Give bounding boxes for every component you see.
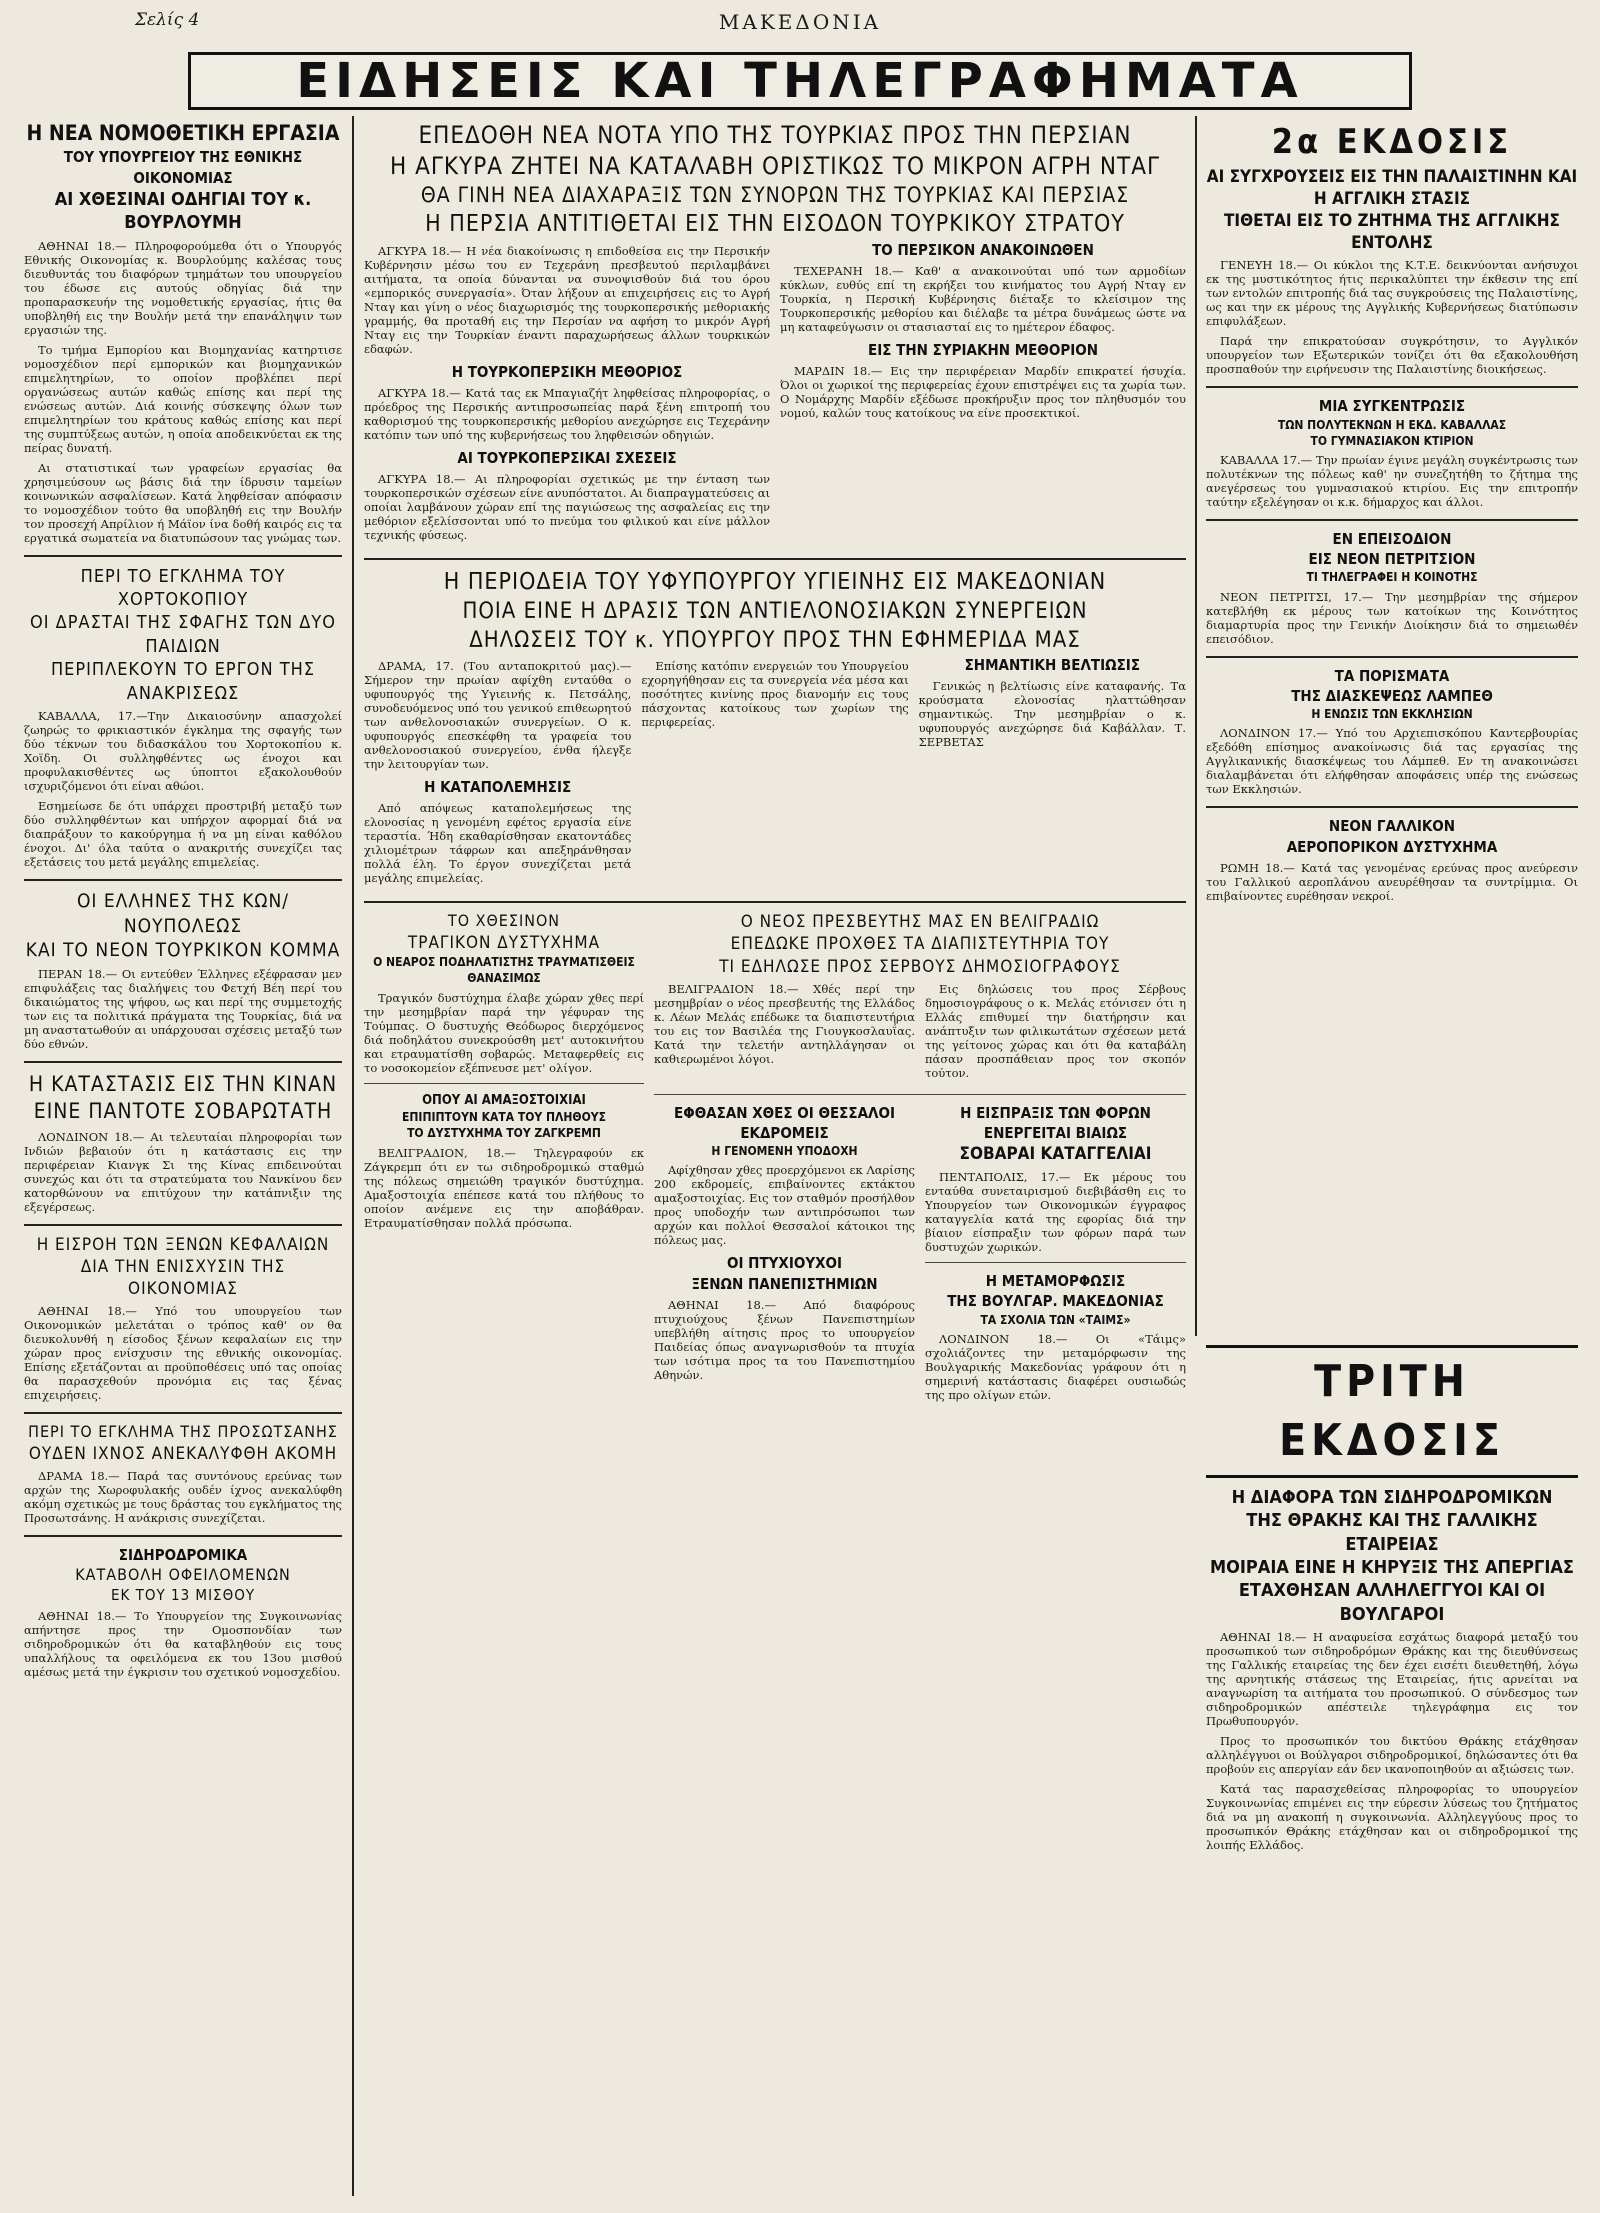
subheadline: ΚΑΤΑΒΟΛΗ ΟΦΕΙΛΟΜΕΝΩΝ bbox=[75, 1565, 291, 1584]
subheadline: ΕΠΕΔΩΚΕ ΠΡΟΧΘΕΣ ΤΑ ΔΙΑΠΙΣΤΕΥΤΗΡΙΑ ΤΟΥ bbox=[730, 934, 1110, 955]
subheadline: ΕΚ ΤΟΥ 13 ΜΙΣΘΟΥ bbox=[110, 1585, 256, 1604]
headline: ΜΙΑ ΣΥΓΚΕΝΤΡΩΣΙΣ bbox=[1318, 397, 1466, 416]
divider bbox=[24, 555, 342, 557]
column-rule-1 bbox=[352, 116, 354, 2196]
article-text: Εις δηλώσεις του προς Σέρβους δημοσιογράφους ο κ. Μελάς ετόνισεν ότι η Ελλάς επιθυμεί την διατήρησιν και ανάπτυξιν των φιλικωτάτων σχέσεων μετά της γείτονος χώρας και ότι θα καταβάλη πάσαν προσπάθειαν προς τον σκοπόν τούτον. bbox=[925, 981, 1186, 1080]
subheadline: ΤΑ ΣΧΟΛΙΑ ΤΩΝ «ΤΑΙΜΣ» bbox=[980, 1312, 1131, 1327]
divider bbox=[364, 1083, 644, 1084]
divider bbox=[1206, 386, 1578, 388]
article-text: Εσημείωσε δε ότι υπάρχει προστριβή μεταξύ των δύο συλληφθέντων και υπήρχον αφορμαί διά να διαπράξουν το κακούργημα ή να μη είναι καθόλου ένοχοι. Δι' όλα ταύτα ο ανακριτής συνεχίζει τας εξετάσεις του μετά μεγάλης επιμελείας. bbox=[24, 798, 342, 869]
subheadline: Η ΑΓΚΥΡΑ ΖΗΤΕΙ ΝΑ ΚΑΤΑΛΑΒΗ ΟΡΙΣΤΙΚΩΣ ΤΟ ΜΙΚΡΟΝ ΑΓΡΗ ΝΤΑΓ bbox=[390, 152, 1160, 181]
article-text: ΠΕΝΤΑΠΟΛΙΣ, 17.— Εκ μέρους του ενταύθα συνεταιρισμού διεβιβάσθη εις το Υπουργείον των Οικονομικών έγγραφος καταγγελία κατά της εφορίας διά την βίαιον είσπραξιν των φόρων παρά των δυστυχών χωρικών. bbox=[925, 1170, 1186, 1255]
section-heading: Η ΚΑΤΑΠΟΛΕΜΗΣΙΣ bbox=[424, 778, 572, 797]
headline: Η ΔΙΑΦΟΡΑ ΤΩΝ ΣΙΔΗΡΟΔΡΟΜΙΚΩΝ bbox=[1231, 1486, 1553, 1508]
subheadline: ΤΙΘΕΤΑΙ ΕΙΣ ΤΟ ΖΗΤΗΜΑ ΤΗΣ ΑΓΓΛΙΚΗΣ ΕΝΤΟΛΗΣ bbox=[1224, 211, 1560, 254]
page-number: Σελίς 4 bbox=[135, 10, 200, 30]
subheadline: ΕΝΕΡΓΕΙΤΑΙ ΒΙΑΙΩΣ bbox=[983, 1123, 1128, 1142]
article-text: ΔΡΑΜΑ, 17. (Του ανταποκριτού μας).— Σήμερον την πρωίαν αφίχθη ενταύθα ο υφυπουργός της Υγιεινής κ. Πετσάλης, συνοδευόμενος υπό του γενικού επιθεωρητού των ανθελονοσιακών συνεργείων. Ο κ. υφυπουργός επεσκέφθη τα γραφεία του ανθελονοσιακού συνεργείου, ένθα ήλεγξε την λειτουργίαν των. bbox=[364, 659, 632, 772]
article-text: Παρά την επικρατούσαν συγκρότησιν, το Αγγλικόν υπουργείον των Εξωτερικών τονίζει ότι θα εξακολουθήση προσπαθούν την ειρήνευσιν της Παλαιστίνης διοικήσεως. bbox=[1206, 334, 1578, 377]
article-text: ΑΘΗΝΑΙ 18.— Το Υπουργείον της Συγκοινωνίας απήντησε προς την Ομοσπονδίαν των σιδηροδρομικών ότι θα καταβληθούν εις τους υπαλλήλους τα οφειλόμενα εκ του 13ου μισθού αμέσως μετά την έγκρισιν του σχετικού νομοσχεδίου. bbox=[24, 1609, 342, 1680]
article-text: Κατά τας παρασχεθείσας πληροφορίας το υπουργείον Συγκοινωνίας επιμένει εις την εύρεσιν λύσεως του ζητήματος διά να μη ανακοπή η συγκοινωνία. Αλληλεγγύους προς το προσωπικόν Θράκης ετάχθησαν και οι σιδηροδρομικοί της λοιπής Ελλάδος. bbox=[1206, 1782, 1578, 1853]
article-text: Το τμήμα Εμπορίου και Βιομηχανίας κατηρτισε νομοσχέδιον περί εμπορικών και βιομηχανικών επιμελητηρίων, το οποίον προβλέπει περί οργανώσεως αυτών καθώς επίσης και περί της ενώσεως αυτών. Διά κοινής σύσκεψης όλων των επιμελητηρίων του κράτους καθώς επίσης και περί της συμπτύξεως αυτών, η οποία αποδεικνύεται εκ της πείρας δυνατή. bbox=[24, 342, 342, 455]
section-banner: ΕΙΔΗΣΕΙΣ ΚΑΙ ΤΗΛΕΓΡΑΦΗΜΑΤΑ bbox=[188, 52, 1412, 110]
headline: Η ΕΙΣΠΡΑΞΙΣ ΤΩΝ ΦΟΡΩΝ bbox=[960, 1103, 1151, 1122]
headline: ΤΑ ΠΟΡΙΣΜΑΤΑ bbox=[1334, 666, 1450, 685]
article-text: ΔΡΑΜΑ 18.— Παρά τας συντόνους ερεύνας των αρχών της Χωροφυλακής ουδέν ίχνος ανεκαλύφθη ακόμη σχετικώς με τους δράστας του εγκλήματος της Προσωτσάνης. Η ανάκρισις συνεχίζεται. bbox=[24, 1468, 342, 1525]
article-text: ΑΘΗΝΑΙ 18.— Η αναφυείσα εσχάτως διαφορά μεταξύ του προσωπικού των σιδηροδρόμων Θράκης και της διευθύνσεως της Γαλλικής εταιρείας της δεν έχει εισέτι διευθετηθή, λόγω της αρνητικής στάσεως της Εταιρείας, ήτις αρνείται να αναγνωρίση τα αιτήματα του προσωπικού. Ο σύνδεσμος των σιδηροδρομικών απέστειλε τηλεγράφημα εις τον Πρωθυπουργόν. bbox=[1206, 1630, 1578, 1729]
subheadline: ΤΙ ΤΗΛΕΓΡΑΦΕΙ Η ΚΟΙΝΟΤΗΣ bbox=[1306, 570, 1478, 585]
article-body bbox=[364, 655, 1186, 891]
divider bbox=[1206, 656, 1578, 658]
column-right bbox=[1206, 120, 1578, 1335]
headline: Η ΕΙΣΡΟΗ ΤΩΝ ΞΕΝΩΝ ΚΕΦΑΛΑΙΩΝ bbox=[36, 1234, 330, 1255]
third-edition-block bbox=[1206, 1345, 1578, 2195]
section-heading: ΕΙΣ ΤΗΝ ΣΥΡΙΑΚΗΝ ΜΕΘΟΡΙΟΝ bbox=[868, 340, 1098, 359]
divider bbox=[654, 1094, 1186, 1095]
article-text: ΜΑΡΔΙΝ 18.— Εις την περιφέρειαν Μαρδίν επικρατεί ήσυχία. Όλοι οι χωρικοί της περιφερείας έχουν επιστρέψει εις τα χωρία των. Ο Νομάρχης Μαρδίν εξέδωσε προκήρυξιν προς τον πληθυσμόν του νομού, καλών τους κατοίκους να είνε προσεκτικοί. bbox=[780, 364, 1186, 421]
headline: Ο ΝΕΟΣ ΠΡΕΣΒΕΥΤΗΣ ΜΑΣ ΕΝ ΒΕΛΙΓΡΑΔΙΩ bbox=[740, 912, 1100, 933]
column-rule-2 bbox=[1195, 116, 1197, 1336]
divider bbox=[24, 879, 342, 881]
subheadline: ΤΟ ΔΥΣΤΥΧΗΜΑ ΤΟΥ ΖΑΓΚΡΕΜΠ bbox=[407, 1126, 601, 1141]
article-body bbox=[364, 240, 1186, 549]
article-text: ΛΟΝΔΙΝΟΝ 18.— Οι «Τάιμς» σχολιάζοντες την μεταμόρφωσιν της Βουλγαρικής Μακεδονίας γράφουν ότι η σημερινή κατάστασις διαφέρει ουσιωδώς της προ ολίγων ετών. bbox=[925, 1331, 1186, 1402]
headline: Η ΠΕΡΙΟΔΕΙΑ ΤΟΥ ΥΦΥΠΟΥΡΓΟΥ ΥΓΙΕΙΝΗΣ ΕΙΣ ΜΑΚΕΔΟΝΙΑΝ bbox=[443, 569, 1107, 596]
article-text: ΝΕΟΝ ΠΕΤΡΙΤΣΙ, 17.— Την μεσημβρίαν της σήμερον κατεβλήθη εκ μέρους των κατοίκων της Κοινότητος διαμαρτυρία προς την Γενικήν Διοίκησιν διά το σημειωθέν επεισόδιον. bbox=[1206, 589, 1578, 646]
divider bbox=[1206, 806, 1578, 808]
headline: Η ΚΑΤΑΣΤΑΣΙΣ ΕΙΣ ΤΗΝ ΚΙΝΑΝ bbox=[28, 1071, 338, 1096]
article-text: ΓΕΝΕΥΗ 18.— Οι κύκλοι της Κ.Τ.Ε. δεικνύονται ανήσυχοι εκ της μυστικότητος ήτις περικαλύπτει την έκθεσιν της επί των εντολών επιτροπής διά τας συγκρούσεις της Παλαιστίνης, ως και την εκ μέρους της Αγγλικής Κυβερνήσεως διατύπωσιν επιφυλάξεων. bbox=[1206, 258, 1578, 329]
headline: ΣΙΔΗΡΟΔΡΟΜΙΚΑ bbox=[118, 1545, 248, 1564]
divider bbox=[24, 1535, 342, 1537]
subheadline: ΑΙ ΧΘΕΣΙΝΑΙ ΟΔΗΓΙΑΙ ΤΟΥ κ. ΒΟΥΡΛΟΥΜΗ bbox=[54, 188, 312, 234]
subheadline: ΤΡΑΓΙΚΟΝ ΔΥΣΤΥΧΗΜΑ bbox=[407, 933, 601, 954]
subheadline: ΟΥΔΕΝ ΙΧΝΟΣ ΑΝΕΚΑΛΥΦΘΗ ΑΚΟΜΗ bbox=[28, 1443, 338, 1464]
article-text: ΑΘΗΝΑΙ 18.— Υπό του υπουργείου των Οικονομικών μελετάται ο τρόπος καθ' ον θα διευκολυνθή η είσοδος ξένων κεφαλαίων εις την χώραν προς ενίσχυσιν της εθνικής οικονομίας. Επίσης εξετάζονται αι προϋποθέσεις υπό τας οποίας θα παρασχεθούν προνόμια εις τας ξένας επιχειρήσεις. bbox=[24, 1303, 342, 1402]
newspaper-name: ΜΑΚΕΔΟΝΙΑ bbox=[718, 10, 882, 34]
headline: ΑΙ ΣΥΓΧΡΟΥΣΕΙΣ ΕΙΣ ΤΗΝ ΠΑΛΑΙΣΤΙΝΗΝ ΚΑΙ Η ΑΓΓΛΙΚΗ ΣΤΑΣΙΣ bbox=[1206, 166, 1578, 209]
headline: ΠΕΡΙ ΤΟ ΕΓΚΛΗΜΑ ΤΟΥ ΧΟΡΤΟΚΟΠΙΟΥ bbox=[80, 565, 286, 610]
headline: Η ΝΕΑ ΝΟΜΟΘΕΤΙΚΗ ΕΡΓΑΣΙΑ bbox=[26, 121, 340, 145]
article-text: Επίσης κατόπιν ενεργειών του Υπουργείου εχορηγήθησαν εις τα συνεργεία νέα μέσα και ποσότητες κινίνης προς διανομήν εις τους πάσχοντας κατοίκους των χωρίων της περιφερείας. bbox=[641, 659, 909, 730]
article-text: ΑΘΗΝΑΙ 18.— Από διαφόρους πτυχιούχους ξένων Πανεπιστημίων υπεβλήθη αίτησις προς το υπουργείον Παιδείας όπως αναγνωρισθούν τα πτυχία των ισότιμα προς τα του Πανεπιστημίου Αθηνών. bbox=[654, 1297, 915, 1382]
divider bbox=[24, 1412, 342, 1414]
article-text: Προς το προσωπικόν του δικτύου Θράκης ετάχθησαν αλληλέγγυοι οι Βούλγαροι σιδηροδρομικοί, δηλώσαντες ότι θα προβούν εις απεργίαν εάν δεν ικανοποιηθούν αι αξιώσεις των. bbox=[1206, 1734, 1578, 1777]
headline: ΕΝ ΕΠΕΙΣΟΔΙΟΝ bbox=[1332, 529, 1452, 548]
edition-banner: 2α ΕΚΔΟΣΙΣ bbox=[1271, 122, 1513, 162]
subheadline: ΤΩΝ ΠΟΛΥΤΕΚΝΩΝ Η ΕΚΔ. ΚΑΒΑΛΛΑΣ bbox=[1277, 417, 1507, 432]
article-text: ΒΕΛΙΓΡΑΔΙΟΝ 18.— Χθές περί την μεσημβρίαν ο νέος πρεσβευτής της Ελλάδος κ. Λέων Μελάς επέδωκε τα διαπιστευτήρια του εις τον Βασιλέα της Γιουγκοσλαυΐας. Κατά την τελετήν αντηλλάγησαν οι καθιερωμένοι λόγοι. bbox=[654, 981, 915, 1066]
subheadline: ΠΕΡΙΠΛΕΚΟΥΝ ΤΟ ΕΡΓΟΝ ΤΗΣ ΑΝΑΚΡΙΣΕΩΣ bbox=[50, 659, 316, 704]
article-text: Γενικώς η βελτίωσις είνε καταφανής. Τα κρούσματα ελονοσίας ηλαττώθησαν σημαντικώς. Την μεσημβρίαν ο κ. υφυπουργός ανεχώρησε διά Καβάλλαν. Τ. ΣΕΡΒΕΤΑΣ bbox=[918, 679, 1186, 750]
article-text: ΡΩΜΗ 18.— Κατά τας γενομένας ερεύνας προς ανεύρεσιν του Γαλλικού αεροπλάνου ανευρέθησαν τα συντρίμμια. Οι επιβαίνοντες ευρέθησαν νεκροί. bbox=[1206, 860, 1578, 903]
section-heading: ΤΟ ΠΕΡΣΙΚΟΝ ΑΝΑΚΟΙΝΩΘΕΝ bbox=[872, 240, 1094, 259]
subheadline: ΟΙ ΔΡΑΣΤΑΙ ΤΗΣ ΣΦΑΓΗΣ ΤΩΝ ΔΥΟ ΠΑΙΔΙΩΝ bbox=[30, 612, 336, 657]
headline: ΟΙ ΠΤΥΧΙΟΥΧΟΙ bbox=[726, 1254, 842, 1273]
subheadline: ΣΟΒΑΡΑΙ ΚΑΤΑΓΓΕΛΙΑΙ bbox=[959, 1144, 1152, 1165]
divider bbox=[925, 1262, 1186, 1263]
subheadline: ΔΙΑ ΤΗΝ ΕΝΙΣΧΥΣΙΝ ΤΗΣ ΟΙΚΟΝΟΜΙΑΣ bbox=[80, 1256, 286, 1299]
divider bbox=[24, 1061, 342, 1063]
article-text: ΒΕΛΙΓΡΑΔΙΟΝ, 18.— Τηλεγραφούν εκ Ζάγκρεμπ ότι εν τω σιδηροδρομικώ σταθμώ της πόλεως σημειώθη τραγικόν δυστύχημα. Αμαξοστοιχία επέπεσε κατά του πλήθους το οποίον ανέμενε εις την αποβάθραν. Ετραυματίσθησαν πολλά πρόσωπα. bbox=[364, 1145, 644, 1230]
section-heading: ΑΙ ΤΟΥΡΚΟΠΕΡΣΙΚΑΙ ΣΧΕΣΕΙΣ bbox=[457, 448, 677, 467]
subheadline: Η ΠΕΡΣΙΑ ΑΝΤΙΤΙΘΕΤΑΙ ΕΙΣ ΤΗΝ ΕΙΣΟΔΟΝ ΤΟΥΡΚΙΚΟΥ ΣΤΡΑΤΟΥ bbox=[425, 210, 1125, 237]
divider bbox=[364, 901, 1186, 903]
subheadline: ΤΗΣ ΘΡΑΚΗΣ ΚΑΙ ΤΗΣ ΓΑΛΛΙΚΗΣ ΕΤΑΙΡΕΙΑΣ bbox=[1246, 1510, 1538, 1555]
subheadline: ΔΗΛΩΣΕΙΣ ΤΟΥ κ. ΥΠΟΥΡΓΟΥ ΠΡΟΣ ΤΗΝ ΕΦΗΜΕΡΙΔΑ ΜΑΣ bbox=[469, 627, 1081, 653]
subheadline: ΕΠΙΠΙΠΤΟΥΝ ΚΑΤΑ ΤΟΥ ΠΛΗΘΟΥΣ bbox=[402, 1110, 606, 1125]
article-text: ΛΟΝΔΙΝΟΝ 18.— Αι τελευταίαι πληροφορίαι των Ινδιών βεβαιούν ότι η κατάστασις εις την περιφέρειαν Κιανγκ Σι της Κίνας επιδεινούται συνεχώς και ότι τα στρατεύματα του Νανκίνου δεν κατορθώνουν να επιτύχουν την κατάπνιξιν της εξεγέρσεως. bbox=[24, 1129, 342, 1214]
headline: ΕΠΕΔΟΘΗ ΝΕΑ ΝΟΤΑ ΥΠΟ ΤΗΣ ΤΟΥΡΚΙΑΣ ΠΡΟΣ ΤΗΝ ΠΕΡΣΙΑΝ bbox=[418, 121, 1132, 149]
subheadline: Η ΕΝΩΣΙΣ ΤΩΝ ΕΚΚΛΗΣΙΩΝ bbox=[1311, 707, 1473, 722]
article-text: Αφίχθησαν χθες προερχόμενοι εκ Λαρίσης 200 εκδρομείς, επιβαίνοντες εκτάκτου αμαξοστοιχίας. Εις τον σταθμόν προσήλθον προς υποδοχήν των αντιπρόσωποι των αρχών και πολλοί Θεσσαλοί κάτοικοι της πόλεως μας. bbox=[654, 1163, 915, 1248]
third-edition-banner-frame bbox=[1206, 1345, 1578, 1478]
headline: ΟΙ ΕΛΛΗΝΕΣ ΤΗΣ ΚΩΝ/ΝΟΥΠΟΛΕΩΣ bbox=[76, 889, 290, 937]
article-text: Τραγικόν δυστύχημα έλαβε χώραν χθες περί την μεσημβρίαν παρά την γέφυραν της Τούμπας. Ο δυστυχής Θεόδωρος διερχόμενος διά ποδηλάτου συνεκρούσθη μετ' αυτοκινήτου και ετραυματίσθη σοβαρώς. Μεταφερθείς εις το νοσοκομείον εξέπνευσε μετ' ολίγον. bbox=[364, 990, 644, 1075]
subheadline: ΞΕΝΩΝ ΠΑΝΕΠΙΣΤΗΜΙΩΝ bbox=[691, 1274, 878, 1293]
article-text: ΠΕΡΑΝ 18.— Οι εντεύθεν Έλληνες εξέφρασαν μεν επιφυλάξεις τας διαλήψεις του Φετχή Βέη περί του δικαιώματος της ψήφου, ως και περί της συμμετοχής των εις τα πολιτικά πράγματα της Τουρκίας, διά να μη αναστατωθούν αι υπάρχουσαι σχέσεις μεταξύ των δύο εθνών. bbox=[24, 966, 342, 1051]
headline: ΤΟ ΧΘΕΣΙΝΟΝ bbox=[447, 911, 561, 931]
headline: Η ΜΕΤΑΜΟΡΦΩΣΙΣ bbox=[985, 1272, 1126, 1291]
article-text: Από απόψεως καταπολεμήσεως της ελονοσίας η γενομένη εφέτος εργασία είνε τεραστία. Ήδη εκαθαρίσθησαν εκατοντάδες χιλιομέτρων τάφρων και απεξηράνθησαν πολλά έλη. Το έργον συνεχίζεται μετά μεγάλης επιμελείας. bbox=[364, 801, 632, 886]
column-center bbox=[364, 120, 1186, 2200]
subheadline: ΤΙ ΕΔΗΛΩΣΕ ΠΡΟΣ ΣΕΡΒΟΥΣ ΔΗΜΟΣΙΟΓΡΑΦΟΥΣ bbox=[719, 956, 1121, 977]
article-text: ΤΕΧΕΡΑΝΗ 18.— Καθ' α ανακοινούται υπό των αρμοδίων κύκλων, ευθύς επί τη εκρήξει του κινήματος του Αγρή Νταγ εν Τουρκία, η Περσική Κυβέρνησις διέταξε το κλείσιμον της Τουρκοπερσικής μεθορίου και διέλαβε τα μέτρα δυνάμεως ώστε να μη καταφεύγωσιν οι στασιασταί εις το ημέτερον έδαφος. bbox=[780, 263, 1186, 334]
subheadline: ΜΟΙΡΑΙΑ ΕΙΝΕ Η ΚΗΡΥΞΙΣ ΤΗΣ ΑΠΕΡΓΙΑΣ bbox=[1210, 1556, 1574, 1578]
headline: ΕΦΘΑΣΑΝ ΧΘΕΣ ΟΙ ΘΕΣΣΑΛΟΙ ΕΚΔΡΟΜΕΙΣ bbox=[674, 1103, 895, 1142]
subheadline: ΕΙΣ ΝΕΟΝ ΠΕΤΡΙΤΣΙΟΝ bbox=[1308, 550, 1476, 569]
article-text: Αι στατιστικαί των γραφείων εργασίας θα χρησιμεύσουν ως βάσις διά την ίδρυσιν ταμείων κοινωνικών ασφαλίσεων. Κατά ληφθείσαν απόφασιν το νομοσχέδιον τούτο θα υποβληθή εις την Βουλήν τον προσεχή Απρίλιον ή Μάϊον ίνα δοθή καιρός εις τα εργατικά σωματεία να διατυπώσουν τας γνώμας των. bbox=[24, 460, 342, 545]
article-text: ΑΓΚΥΡΑ 18.— Κατά τας εκ Μπαγιαζήτ ληφθείσας πληροφορίας, ο πρόεδρος της Περσικής αντιπροσωπείας παρά ξένη επιτροπή του καθορισμού της τουρκοπερσικής μεθορίου ανεχώρησε εις Τεχεράνην κατόπιν των υπό της κυβερνήσεως του ληφθεισών οδηγιών. bbox=[364, 385, 770, 442]
subheadline: ΤΗΣ ΒΟΥΛΓΑΡ. ΜΑΚΕΔΟΝΙΑΣ bbox=[947, 1292, 1164, 1311]
subheadline: ΘΑ ΓΙΝΗ ΝΕΑ ΔΙΑΧΑΡΑΞΙΣ ΤΩΝ ΣΥΝΟΡΩΝ ΤΗΣ ΤΟΥΡΚΙΑΣ ΚΑΙ ΠΕΡΣΙΑΣ bbox=[420, 183, 1130, 208]
headline: ΟΠΟΥ ΑΙ ΑΜΑΞΟΣΤΟΙΧΙΑΙ bbox=[422, 1092, 586, 1108]
lower-articles bbox=[364, 911, 1186, 1407]
article-text: ΑΘΗΝΑΙ 18.— Πληροφορούμεθα ότι ο Υπουργός Εθνικής Οικονομίας κ. Βουρλούμης καλέσας τους διευθυντάς του διαφόρων τμημάτων του υπουργείου του έδωσε εις αυτούς οδηγίας διά την προπαρασκευήν της νομοθετικής εργασίας, ήτις θα υποβληθή εις την Βουλήν μετά την επανάληψιν των εργασιών της. bbox=[24, 238, 342, 337]
subheadline: ΤΟ ΓΥΜΝΑΣΙΑΚΟΝ ΚΤΙΡΙΟΝ bbox=[1310, 433, 1474, 448]
page-header bbox=[0, 0, 1600, 44]
subheadline: ΚΑΙ ΤΟ ΝΕΟΝ ΤΟΥΡΚΙΚΟΝ ΚΟΜΜΑ bbox=[25, 939, 341, 962]
subheadline: Ο ΝΕΑΡΟΣ ΠΟΔΗΛΑΤΙΣΤΗΣ ΤΡΑΥΜΑΤΙΣΘΕΙΣ ΘΑΝΑΣΙΜΩΣ bbox=[373, 955, 635, 986]
divider bbox=[24, 1224, 342, 1226]
article-text: ΑΓΚΥΡΑ 18.— Αι πληροφορίαι σχετικώς με την ένταση των τουρκοπερσικών σχέσεων είνε ανυπόστατοι. Αι διαπραγματεύσεις αι οποίαι λαμβάνουν χώραν επί της παγιώσεως της ασφαλείας εις την μεθόριον εξελίσσονται υπό το πνεύμα του φιλικού και είνε μάλλον τεχνικής φύσεως. bbox=[364, 472, 770, 543]
subheadline: ΕΤΑΧΘΗΣΑΝ ΑΛΛΗΛΕΓΓΥΟΙ ΚΑΙ ΟΙ ΒΟΥΛΓΑΡΟΙ bbox=[1238, 1580, 1546, 1625]
section-heading: Η ΤΟΥΡΚΟΠΕΡΣΙΚΗ ΜΕΘΟΡΙΟΣ bbox=[451, 362, 683, 381]
subheadline: Η ΓΕΝΟΜΕΝΗ ΥΠΟΔΟΧΗ bbox=[711, 1144, 858, 1159]
edition-banner: ΤΡΙΤΗ ΕΚΔΟΣΙΣ bbox=[1279, 1356, 1505, 1467]
subheadline: ΑΕΡΟΠΟΡΙΚΟΝ ΔΥΣΤΥΧΗΜΑ bbox=[1286, 837, 1498, 856]
section-heading: ΣΗΜΑΝΤΙΚΗ ΒΕΛΤΙΩΣΙΣ bbox=[964, 656, 1141, 675]
column-left bbox=[24, 120, 342, 2200]
article-text: ΛΟΝΔΙΝΟΝ 17.— Υπό του Αρχιεπισκόπου Καντερβουρίας εξεδόθη επίσημος ανακοίνωσις διά τας εργασίας της Αγγλικανικής διασκέψεως του Λάμπεθ. Εν τη ανακοινώσει διαλαμβάνεται ότι ελήφθησαν αποφάσεις υπέρ της ενώσεως των Εκκλησιών. bbox=[1206, 726, 1578, 797]
divider bbox=[1206, 519, 1578, 521]
subheadline: ΤΗΣ ΔΙΑΣΚΕΨΕΩΣ ΛΑΜΠΕΘ bbox=[1291, 686, 1493, 705]
subheadline: ΤΟΥ ΥΠΟΥΡΓΕΙΟΥ ΤΗΣ ΕΘΝΙΚΗΣ ΟΙΚΟΝΟΜΙΑΣ bbox=[63, 148, 303, 187]
subheadline: ΠΟΙΑ ΕΙΝΕ Η ΔΡΑΣΙΣ ΤΩΝ ΑΝΤΙΕΛΟΝΟΣΙΑΚΩΝ ΣΥΝΕΡΓΕΙΩΝ bbox=[462, 598, 1088, 624]
headline: ΝΕΟΝ ΓΑΛΛΙΚΟΝ bbox=[1328, 817, 1456, 836]
headline: ΠΕΡΙ ΤΟ ΕΓΚΛΗΜΑ ΤΗΣ ΠΡΟΣΩΤΣΑΝΗΣ bbox=[28, 1421, 338, 1441]
article-text: ΚΑΒΑΛΛΑ, 17.—Την Δικαιοσύνην απασχολεί ζωηρώς το φρικιαστικόν έγκλημα της σφαγής των δύο τέκνων του διδασκάλου του Χορτοκοπίου κ. Χοϊδη. Οι συλληφθέντες ως ένοχοι και προφυλακισθέντες ως ύποπτοι εξακολουθούν ισχυριζόμενοι ότι είναι αθώοι. bbox=[24, 708, 342, 793]
article-text: ΑΓΚΥΡΑ 18.— Η νέα διακοίνωσις η επιδοθείσα εις την Περσικήν Κυβέρνησιν μέσω του εν Τεχεράνη πρεσβευτού περιλαμβάνει αιτήματα, τα οποία δύνανται να συνοψισθούν διά του όρου «εμπορικός συνεργασία». Όταν λήξουν αι επιχειρήσεις εις το Αγρή Νταγ και γίνη ο νέος διαχωρισμός της τουρκοπερσικής μεθοριακής γραμμής, θα προταθή εις την Περσίαν να αφήση το μικρόν Αγρή Νταγ εις την Τουρκίαν έναντι παραχωρήσεως άλλων τουρκικών εδαφών. bbox=[364, 243, 770, 356]
article-text: ΚΑΒΑΛΛΑ 17.— Την πρωίαν έγινε μεγάλη συγκέντρωσις των πολυτέκνων της πόλεως καθ' ην συνεζητήθη το ζήτημα της ανεγέρσεως του γυμνασιακού κτιρίου. Εις την επιτροπήν ταύτην εξελέγησαν οι κ.κ. δήμαρχος και άλλοι. bbox=[1206, 452, 1578, 509]
divider bbox=[364, 558, 1186, 560]
subheadline: ΕΙΝΕ ΠΑΝΤΟΤΕ ΣΟΒΑΡΩΤΑΤΗ bbox=[33, 1099, 333, 1124]
